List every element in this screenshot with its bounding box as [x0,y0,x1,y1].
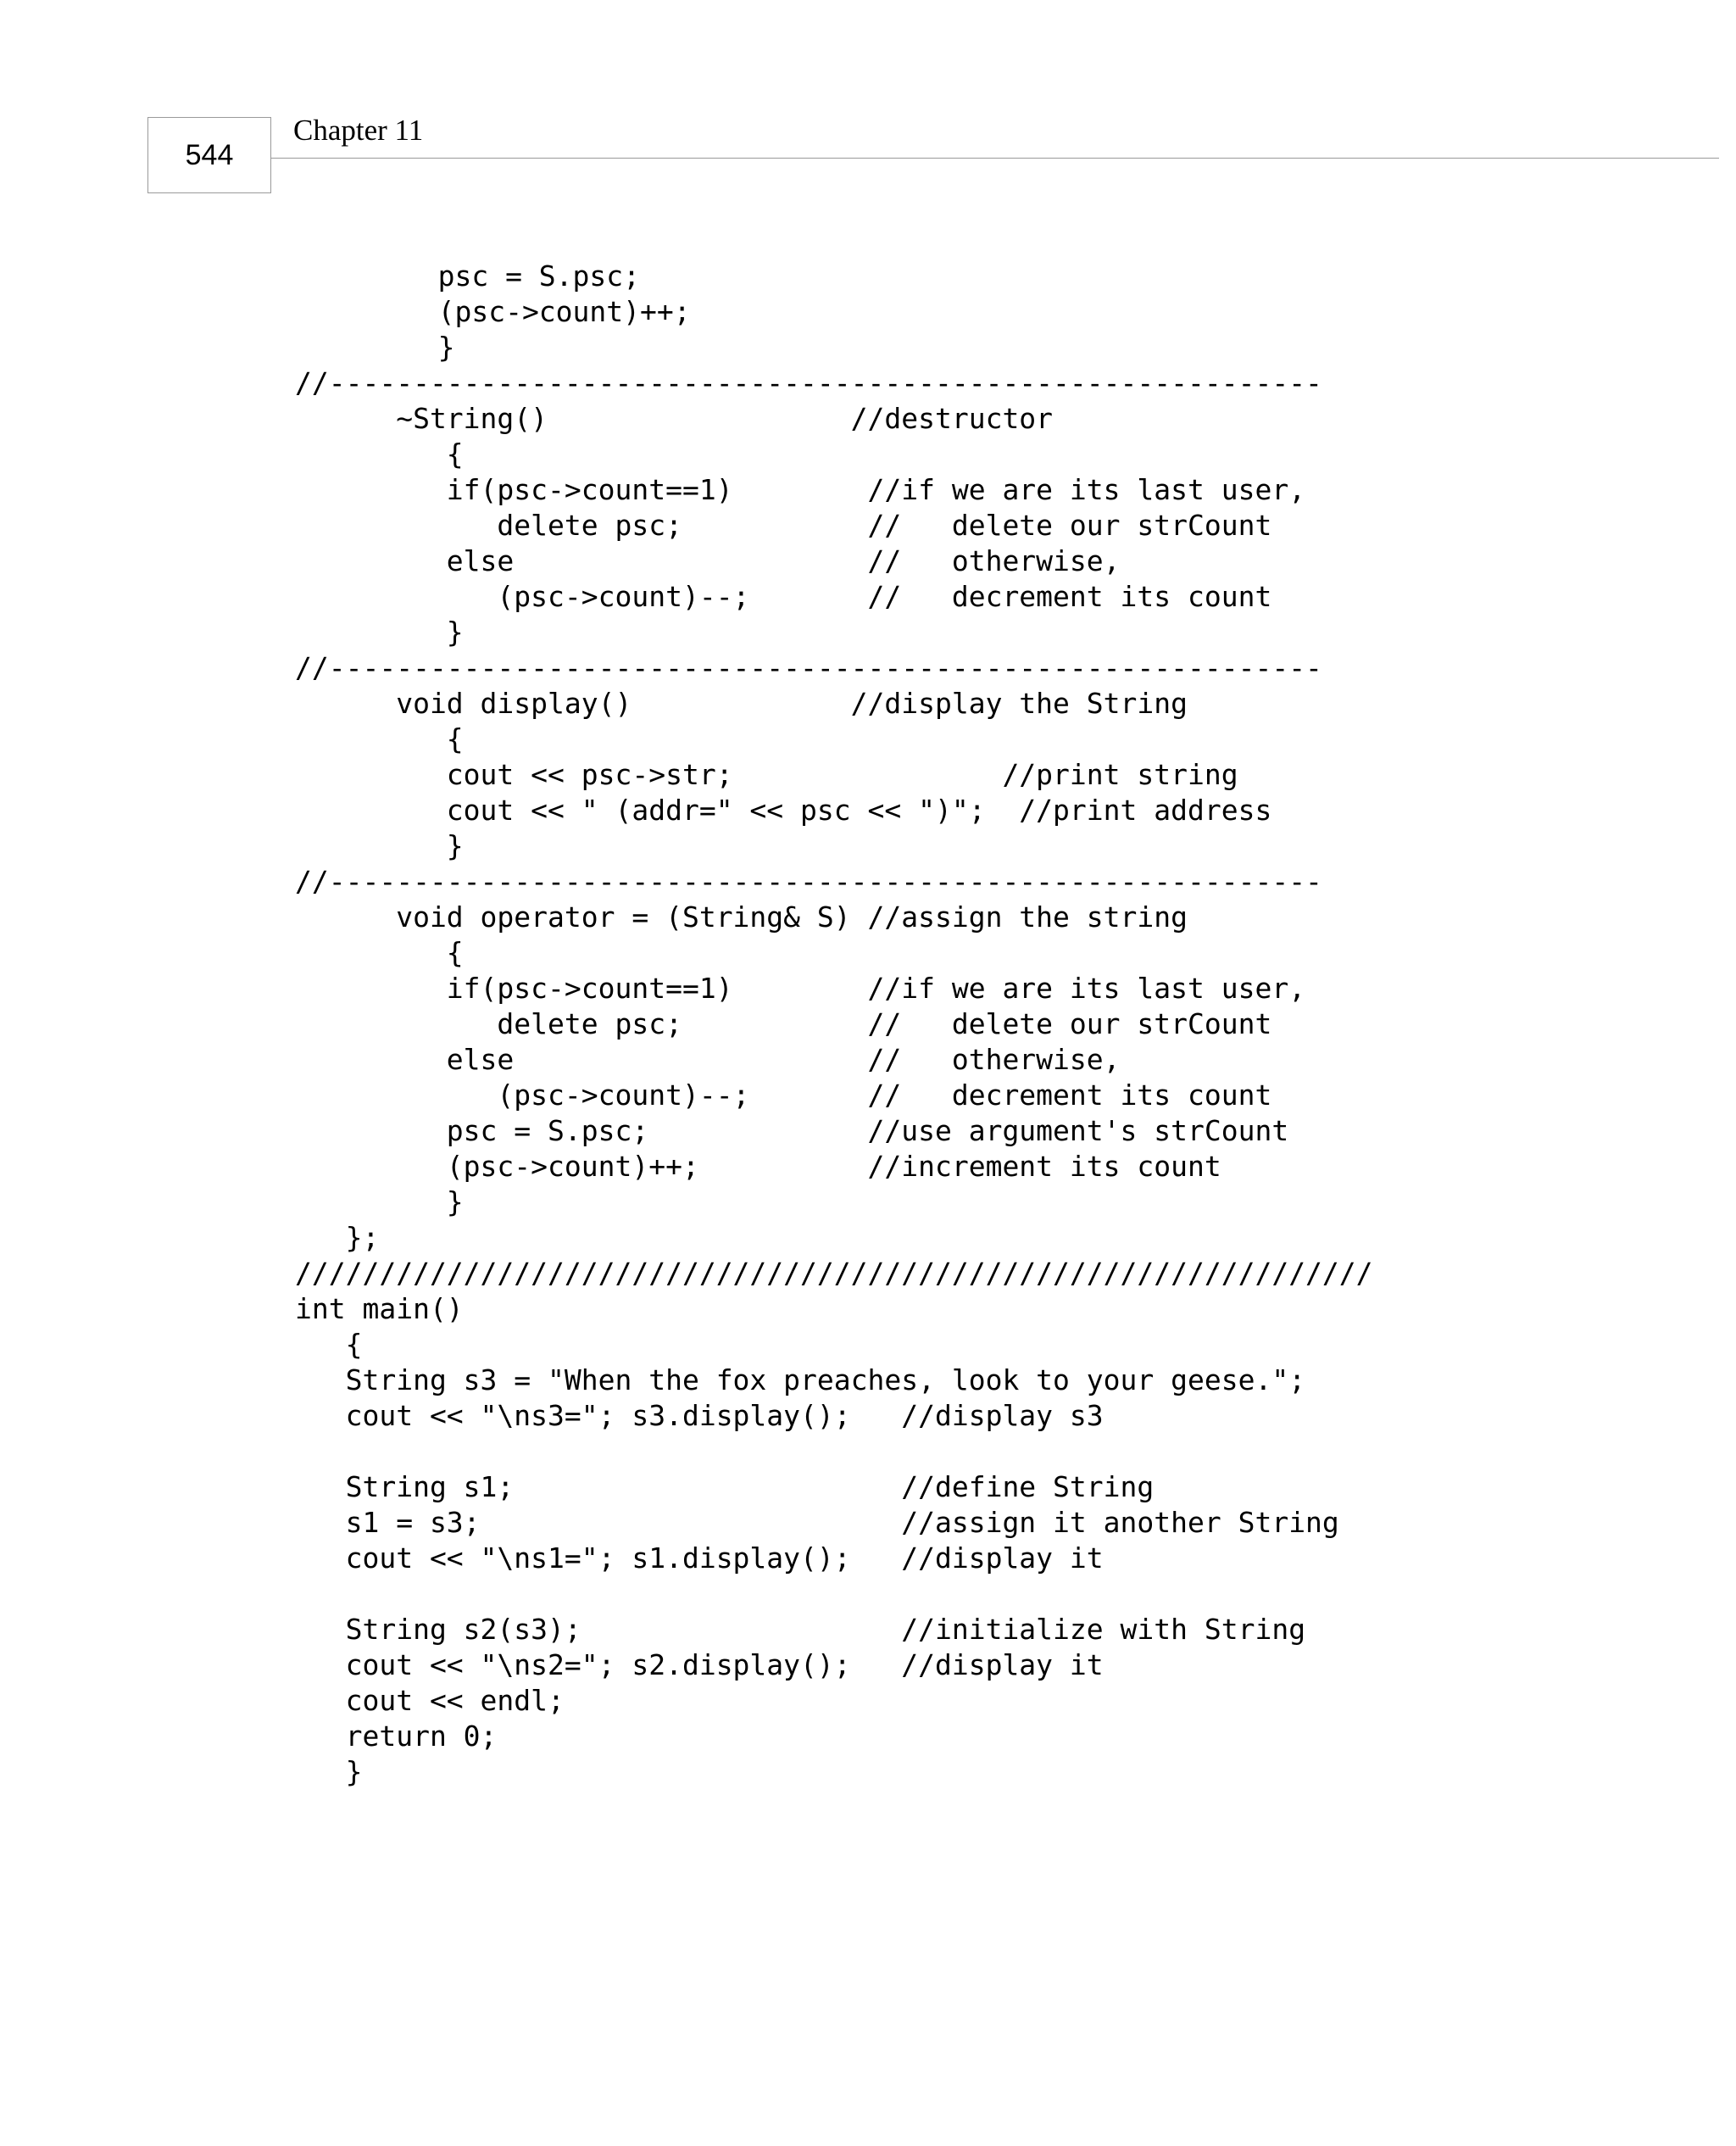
code-line: String s2(s3); //initialize with String [295,1613,1306,1646]
code-line [295,1576,1373,1612]
code-line: (psc->count)++; [387,295,691,328]
code-line: String s3 = "When the fox preaches, look to your geese."; [295,1363,1306,1396]
code-line: if(psc->count==1) //if we are its last user, [295,473,1306,506]
code-line: psc = S.psc; [387,259,641,293]
code-line: (psc->count)--; // decrement its count [295,1079,1272,1112]
code-line: //----------------------------------------------------------- [295,651,1322,684]
code-line: }; [295,1221,380,1254]
code-line: cout << " (addr=" << psc << ")"; //print address [295,794,1272,827]
code-line: cout << "\ns2="; s2.display(); //display it [295,1648,1104,1681]
header-rule [271,158,1719,159]
code-line: cout << "\ns3="; s3.display(); //display s3 [295,1399,1104,1432]
code-line: else // otherwise, [295,1043,1121,1076]
code-line: } [295,829,464,862]
code-line: } [295,616,464,649]
code-line: int main() [295,1292,464,1325]
code-line: delete psc; // delete our strCount [295,509,1272,542]
code-line: void operator = (String& S) //assign the string [295,900,1188,934]
code-line: s1 = s3; //assign it another String [295,1506,1339,1539]
code-line: (psc->count)++; //increment its count [295,1150,1221,1183]
code-line: { [295,438,464,471]
code-listing [295,259,1373,1790]
page-number-box [147,117,271,193]
code-line: { [295,1328,363,1361]
code-line: cout << endl; [295,1684,565,1717]
code-line: } [295,1755,363,1788]
code-line: //////////////////////////////////////////////////////////////// [295,1257,1373,1290]
code-line: if(psc->count==1) //if we are its last user, [295,972,1306,1005]
code-line: cout << "\ns1="; s1.display(); //display it [295,1541,1104,1575]
code-line [295,1434,1373,1469]
page-number: 544 [185,138,234,171]
code-line: (psc->count)--; // decrement its count [295,580,1272,613]
code-line: return 0; [295,1720,498,1753]
code-line: //----------------------------------------------------------- [295,865,1322,898]
chapter-title: Chapter 11 [293,114,424,147]
code-line: psc = S.psc; //use argument's strCount [295,1114,1289,1147]
code-line: else // otherwise, [295,544,1121,577]
code-line: delete psc; // delete our strCount [295,1007,1272,1040]
code-line: } [295,1185,464,1218]
code-line: cout << psc->str; //print string [295,758,1238,791]
code-line: //----------------------------------------------------------- [295,366,1322,399]
code-line: void display() //display the String [295,687,1188,720]
code-line: { [295,722,464,755]
code-line: } [387,331,455,364]
code-line: String s1; //define String [295,1470,1155,1503]
code-line: { [295,936,464,969]
code-line: ~String() //destructor [295,402,1054,435]
